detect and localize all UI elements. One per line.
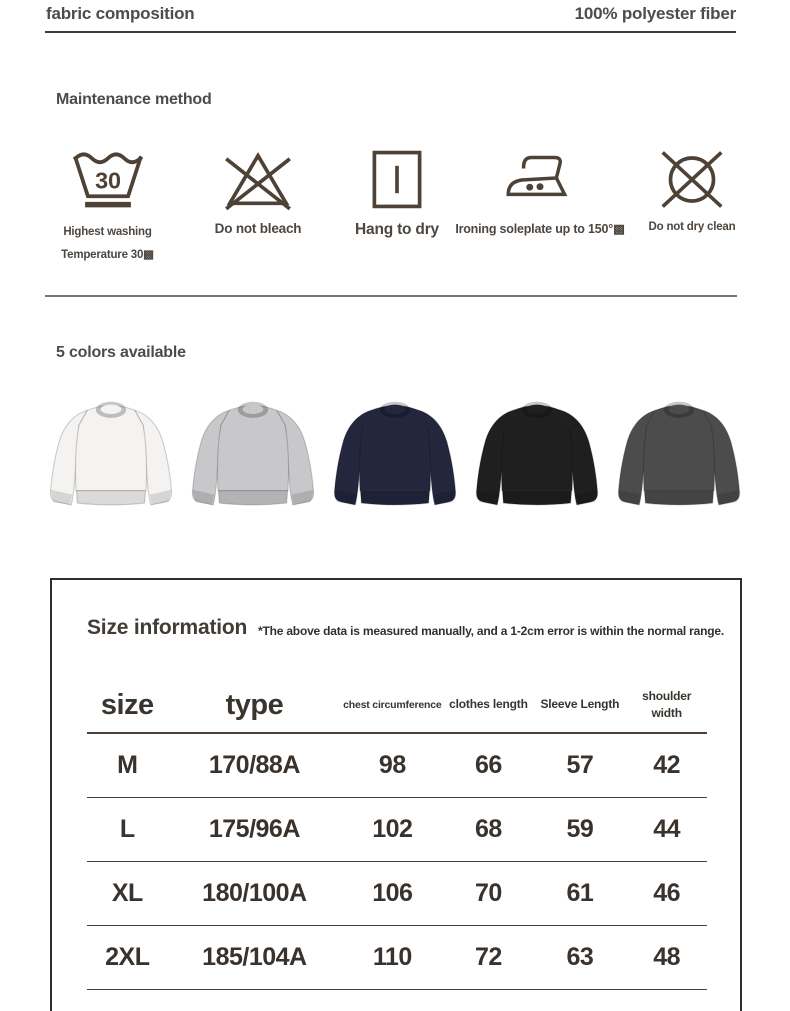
divider-top: [45, 31, 736, 33]
care-label-iron-150: Ironing soleplate up to 150°▩: [455, 222, 625, 236]
size-information-title: Size information: [87, 616, 248, 639]
column-header-chest-circumference: chest circumference: [343, 698, 442, 711]
care-label-do-not-bleach: Do not bleach: [214, 221, 302, 236]
fabric-composition-value: 100% polyester fiber: [574, 4, 736, 23]
cell-clothes-length: 72: [475, 943, 502, 971]
fabric-composition-row: [46, 4, 736, 24]
column-header-type: type: [225, 688, 284, 721]
care-item-do-not-bleach: [198, 144, 318, 236]
column-header-sleeve-length: Sleeve Length: [540, 697, 620, 712]
care-label-wash-30: Highest washing Temperature 30▩: [61, 226, 154, 261]
care-item-do-not-dry-clean: [639, 144, 745, 233]
size-row-l: [87, 798, 707, 862]
cell-chest: 106: [372, 879, 413, 907]
iron-max-150-icon: [499, 144, 581, 214]
size-row-2xl: [87, 926, 707, 990]
size-row-m: [87, 734, 707, 798]
cell-chest: 98: [378, 751, 406, 779]
care-icons-row: [45, 144, 751, 267]
sweatshirt-navy: [324, 384, 466, 534]
colors-available-title: 5 colors available: [56, 344, 186, 361]
cell-clothes-length: 70: [475, 879, 502, 907]
size-panel-header: [52, 580, 740, 640]
measurement-note: *The above data is measured manually, and a 1-2cm error is within the normal range.: [258, 624, 724, 638]
cell-shoulder-width: 42: [653, 751, 681, 779]
sweatshirt-heather-gray: [182, 384, 324, 534]
sweatshirt-white: [40, 384, 182, 534]
divider-middle: [45, 295, 737, 297]
cell-shoulder-width: 44: [653, 815, 681, 843]
column-header-clothes-length: clothes length: [449, 697, 528, 712]
size-information-panel: [50, 578, 742, 1011]
cell-size: XL: [111, 879, 143, 907]
care-item-iron-150: [455, 144, 625, 236]
size-table: [87, 678, 707, 990]
cell-size: L: [119, 815, 135, 843]
column-header-size: size: [100, 688, 154, 721]
cell-size: M: [117, 751, 138, 779]
cell-shoulder-width: 48: [653, 943, 681, 971]
cell-size: 2XL: [105, 943, 150, 971]
cell-sleeve-length: 57: [566, 751, 594, 779]
cell-type: 170/88A: [208, 751, 300, 779]
fabric-composition-label: fabric composition: [46, 4, 195, 23]
color-swatches-row: [40, 384, 750, 534]
size-table-header-row: [87, 678, 707, 734]
cell-clothes-length: 66: [475, 751, 502, 779]
hang-to-dry-icon: [369, 144, 425, 214]
cell-type: 180/100A: [202, 879, 307, 907]
do-not-dry-clean-icon: [649, 144, 735, 214]
sweatshirt-charcoal-gray: [608, 384, 750, 534]
cell-chest: 102: [372, 815, 413, 843]
cell-shoulder-width: 46: [653, 879, 681, 907]
cell-sleeve-length: 59: [566, 815, 594, 843]
sweatshirt-black: [466, 384, 608, 534]
care-item-hang-to-dry: [347, 144, 447, 239]
cell-chest: 110: [372, 943, 412, 971]
care-label-hang-to-dry: Hang to dry: [355, 221, 439, 238]
cell-sleeve-length: 61: [566, 879, 594, 907]
size-row-xl: [87, 862, 707, 926]
care-label-do-not-dry-clean: Do not dry clean: [648, 221, 736, 233]
cell-type: 175/96A: [208, 815, 300, 843]
do-not-bleach-icon: [219, 144, 297, 214]
cell-sleeve-length: 63: [566, 943, 594, 971]
cell-clothes-length: 68: [475, 815, 502, 843]
cell-type: 185/104A: [202, 943, 307, 971]
care-item-wash-30: [45, 144, 170, 267]
column-header-shoulder-width: shoulder width: [642, 688, 692, 720]
maintenance-method-title: Maintenance method: [56, 91, 212, 108]
svg-text:30: 30: [94, 166, 121, 193]
wash-30-icon: [70, 144, 146, 214]
